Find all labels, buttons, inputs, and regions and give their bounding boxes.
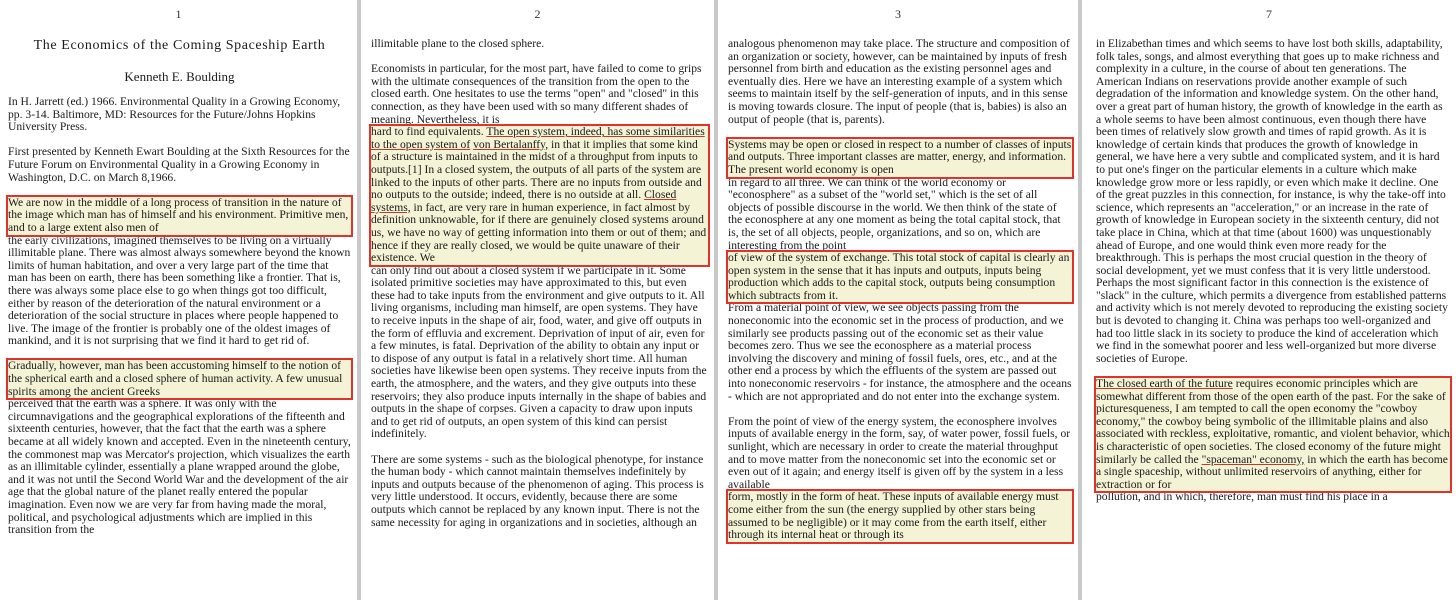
paragraph	[728, 416, 1072, 542]
document-title: The Economics of the Coming Spaceship Earth	[33, 38, 326, 53]
page-3	[718, 0, 1078, 600]
citation: In H. Jarrett (ed.) 1966. Environmental Quality in a Growing Economy, pp. 3-14. Baltimore, MD: Resources for the Future/Johns Hopkins University Press.	[8, 95, 341, 134]
paragraph-text: the early civilizations, imagined themselves to be living on a virtually illimitable plane. There was almost always somewhere beyond the known limits of human habitation, and over a very large part of the time that man has been on earth, there has been something like a frontier. That is, there was always some place else to go when things got too difficult, either by reason of the deterioration of the natural environment or a deterioration of the social structure in places where people happened to live. The image of the frontier is probably one of the oldest images of mankind, and it is not surprising that we find it hard to get rid of.	[8, 233, 351, 348]
highlight-text: in fact, are very rare in human experience, in fact almost by definition unknowable, for if there are genuinely closed systems around us, we have no way of getting information into them or out of them; and hence if they are really closed, we would be quite unaware of their existence. We	[371, 200, 707, 265]
paragraph	[8, 197, 351, 348]
paragraph	[8, 360, 351, 536]
paragraph-text: illimitable plane to the closed sphere.	[371, 37, 545, 50]
paragraph-text: analogous phenomenon may take place. The structure and composition of an organization or society, however, can be maintained by inputs of fresh personnel from birth and education as the existing personnel ages and eventually dies. Here we have an interesting example of a system which seems to maintain itself by the self-generation of inputs, and in this sense is moving towards closure. The input of people (that is, babies) is also an output of people (that is, parents).	[728, 37, 1070, 126]
highlight-text: hard to find equivalents.	[371, 125, 484, 139]
page-body	[1096, 38, 1450, 517]
underlined-text: "spaceman" economy,	[1201, 452, 1305, 466]
highlight-box[interactable]: Gradually, however, man has been accustoming himself to the notion of the spherical earth and a closed sphere of human activity. A few unusual spirits among the ancient Greeks	[8, 360, 351, 398]
page-2	[361, 0, 714, 600]
underlined-text: The closed earth of the future	[1096, 377, 1233, 391]
highlight-box[interactable]: of view of the system of exchange. This total stock of capital is clearly an open system in the sense that it has inputs and outputs, inputs being production which adds to the capital stock, outputs being consumption which subtracts from it.	[728, 252, 1072, 302]
paragraph	[371, 63, 708, 441]
page-body	[371, 38, 708, 542]
highlight-text: in that it implies that some kind of a structure is maintained in the midst of a throughput from inputs to outputs.[1] In a closed system, the outputs of all parts of the system are linked to the inputs of other parts. There are no inputs from outside and no outputs to the outside; indeed, there is no outside at all.	[371, 137, 702, 202]
underlined-text: von Bertalanffy,	[473, 137, 549, 151]
highlight-text: in which the earth has become a single spaceship, without unlimited reservoirs of anything, either for extraction or for	[1096, 452, 1448, 491]
page-1	[0, 0, 357, 600]
underlined-text: The open system, indeed, has some similarities to the open system of	[371, 125, 705, 151]
page-number: 3	[895, 7, 901, 21]
highlight-text: requires economic principles which are somewhat different from those of the open earth of the past. For the sake of picturesqueness, I am tempted to call the open economy the "cowboy economy," the cowboy being symbolic of the illimitable plains and also associated with reckless, exploitative, romantic, and violent behavior, which is characteristic of open societies. The closed economy of the future might similarly be called the	[1096, 377, 1450, 466]
highlight-box[interactable]: We are now in the middle of a long process of transition in the nature of the image which man has of himself and his environment. Primitive men, and to a large extent also men of	[8, 197, 351, 235]
highlight-box[interactable]	[1096, 378, 1450, 491]
page-body	[728, 38, 1072, 554]
page-7	[1082, 0, 1456, 600]
paragraph-text: pollution, and in which, therefore, man must find his place in a	[1096, 490, 1388, 504]
page-body	[8, 38, 351, 549]
paragraph	[728, 139, 1072, 403]
paragraph-text: perceived that the earth was a sphere. It was only with the circumnavigations and the geographical explorations of the fifteenth and sixteenth centuries, however, that the fact that the earth was a sphere became at all widely known and accepted. Even in the nineteenth century, the commonest map was Mercator's projection, which visualizes the earth as an illimitable cylinder, essentially a plane wrapped around the globe, and it was not until the Second World War and the development of the air age that the global nature of the planet really entered the popular imagination. Even now we are very far from having made the moral, political, and psychological adjustments which are implied in this transition from the	[8, 397, 351, 537]
page-number: 1	[175, 7, 182, 21]
paragraph-text: can only find out about a closed system if we participate in it. Some isolated primitive societies may have approximated to this, but even these had to take inputs from the environment and give outputs to it. All living organisms, including man himself, are open systems. They have to receive inputs in the shape of air, food, water, and give off outputs in the form of effluvia and excrement. Deprivation of input of air, even for a few minutes, is fatal. Deprivation of the ability to obtain any input or to dispose of any output is fatal in a relatively short time. All human societies have likewise been open systems. They receive inputs from the earth, the atmosphere, and the waters, and they give outputs into these reservoirs; they also produce inputs internally in the shape of babies and outputs in the shape of corpses. Given a capacity to draw upon inputs and to get rid of outputs, an open system of this kind can persist indefinitely.	[371, 263, 707, 441]
paragraph-text: a material point of view, we see objects passing from the noneconomic into the economic set in the process of production, and we similarly see products passing out of the economic set as their value becomes zero. Thus we see the econosphere as a material process involving the discovery and mining of fossil fuels, ores, etc., and at the other end a process by which the effluents of the system are passed out into noneconomic reservoirs - for instance, the atmosphere and the oceans - which are not appropriated and do not enter into the exchange system.	[728, 301, 1072, 403]
paragraph-text: Economists in particular, for the most part, have failed to come to grips with the ultimate consequences of the transition from the open to the closed earth. One hesitates to use the terms "open" and "closed" in this connection, as they have been used with so many different shades of meaning. Nevertheless, it is	[371, 62, 702, 126]
highlight-box[interactable]: form, mostly in the form of heat. These inputs of available energy must come either from the sun (the energy supplied by other stars being assumed to be negligible) or it may come from the earth itself, either through its internal heat or through its	[728, 491, 1072, 541]
page-number: 7	[1266, 7, 1272, 21]
highlight-box[interactable]	[371, 126, 708, 265]
paragraph-text: From	[728, 301, 754, 315]
paragraph-text: From the point of view of the energy system, the econosphere involves inputs of available energy in the form, say, of water power, fossil fuels, or sunlight, which are necessary in order to create the material throughput and to move matter from the noneconomic set into the economic set or even out of it again; and energy itself is given off by the system in a less available	[728, 414, 1071, 491]
underlined-text: Closed systems,	[371, 188, 677, 214]
highlight-box[interactable]: Systems may be open or closed in respect to a number of classes of inputs and outputs. Three important classes are matter, energy, and information. The present world economy is open	[728, 137, 1072, 176]
paragraph-text: in Elizabethan times and which seems to have lost both skills, adaptability, folk tales, songs, and almost everything that goes up to make richness and complexity in a culture, in the course of about ten generations. The American Indians on reservations provide another example of such degradation of the information and knowledge system. On the other hand, over a great part of human history, the growth of knowledge in the earth as a whole seems to have been almost continuous, even though there have been times of relatively slow growth and times of rapid growth. As it is knowledge of certain kinds that produces the growth of knowledge in general, we have here a very subtle and complicated system, and it is hard to put one's finger on the particular elements in a culture which make knowledge grow more or less rapidly, or even which make it decline. One of the great puzzles in this connection, for instance, is why the take-off into science, which represents an "acceleration," or an increase in the rate of growth of knowledge in European society in the sixteenth century, did not take place in China, which at that time (about 1600) was unquestionably ahead of Europe, and one would think even more ready for the breakthrough. This is perhaps the most crucial question in the theory of social development, yet we must confess that it is very little understood. Perhaps the most significant factor in this connection is the existence of "slack" in the culture, which permits a divergence from established patterns and activity which is not merely devoted to reproducing the existing society but is devoted to changing it. China was perhaps too well-organized and had too little slack in its society to produce the kind of acceleration which we find in the somewhat poorer and less well-organized but more diverse societies of Europe.	[1096, 37, 1448, 365]
paragraph	[1096, 378, 1450, 504]
paragraph-text: There are some systems - such as the biological phenotype, for instance the human body - which cannot maintain themselves indefinitely by inputs and outputs because of the phenomenon of aging. This process is very little understood. It occurs, evidently, because there are some outputs which cannot be replaced by any known input. There is not the same necessity for aging in organizations and in societies, although an	[371, 452, 704, 529]
presented-note: First presented by Kenneth Ewart Boulding at the Sixth Resources for the Future Forum on Environmental Quality in a Growing Economy in Washington, D.C. on March 8,1966.	[8, 145, 350, 184]
page-number: 2	[534, 7, 541, 21]
document-author: Kenneth E. Boulding	[124, 69, 235, 84]
paragraph-text: in regard to all three. We can think of the world economy or "econosphere" as a subset of the "world set," which is the set of all objects of possible discourse in the world. We then think of the state of the econosphere at any one moment as being the total capital stock, that is, the set of all objects, people, organizations, and so on, which are interesting from the point	[728, 175, 1061, 252]
